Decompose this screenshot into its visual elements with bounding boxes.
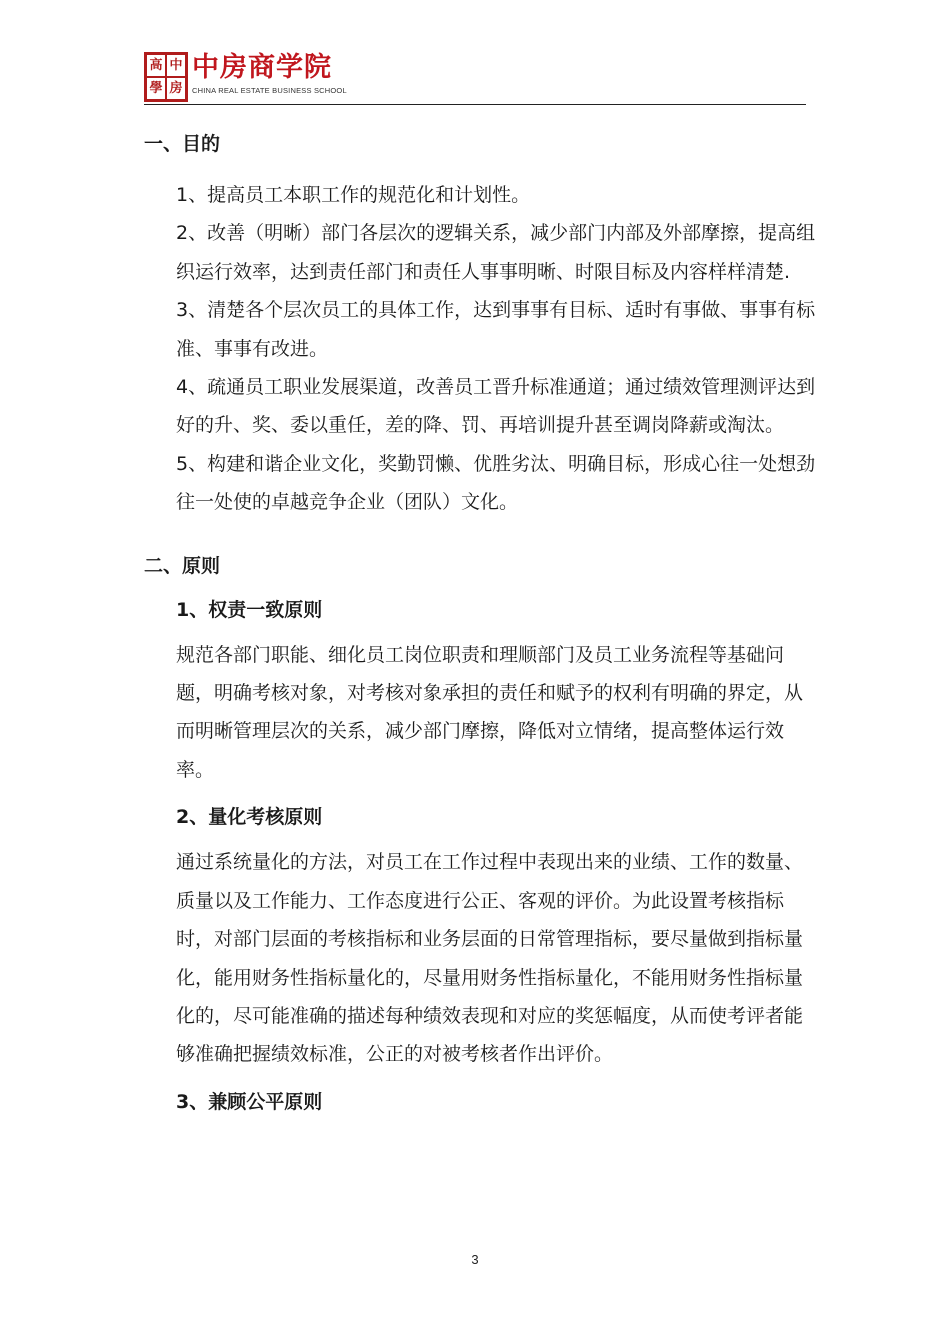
seal-char: 中: [167, 55, 185, 76]
list-item: 1、提高员工本职工作的规范化和计划性。: [176, 184, 531, 206]
page-number: 3: [471, 1252, 479, 1267]
section-heading: 二、原则: [144, 554, 221, 577]
school-name: 中房商学院: [192, 52, 332, 83]
list-item: 4、疏通员工职业发展渠道，改善员工晋升标准通道；通过绩效管理测评达到好的升、奖、委以重任，差的降、罚、再培训提升甚至调岗降薪或淘汰。: [176, 376, 816, 437]
seal-char: 房: [167, 78, 185, 99]
subsection-heading: 3、兼顾公平原则: [176, 1090, 323, 1113]
seal-char: 學: [147, 78, 165, 99]
school-seal-logo: [144, 52, 188, 102]
page-header: [144, 48, 806, 106]
list-item: 3、清楚各个层次员工的具体工作，达到事事有目标、适时有事做、事事有标准、事事有改进。: [176, 299, 816, 360]
school-name-en: CHINA REAL ESTATE BUSINESS SCHOOL: [192, 86, 347, 95]
paragraph: 通过系统量化的方法，对员工在工作过程中表现出来的业绩、工作的数量、质量以及工作能力、工作态度进行公正、客观的评价。为此设置考核指标时，对部门层面的考核指标和业务层面的日常管理指标，要尽量做到指标量化，能用财务性指标量化的，尽量用财务性指标量化，不能用财务性指标量化的，尽可能准确的描述每种绩效表现和对应的奖惩幅度，从而使考评者能够准确把握绩效标准，公正的对被考核者作出评价。: [176, 851, 804, 1066]
list-item: 2、改善（明晰）部门各层次的逻辑关系，减少部门内部及外部摩擦，提高组织运行效率，达到责任部门和责任人事事明晰、时限目标及内容样样清楚.: [176, 222, 816, 283]
section-heading: 一、目的: [144, 133, 221, 155]
header-divider: [144, 104, 806, 105]
document-body: [144, 124, 816, 1128]
subsection-heading: 2、量化考核原则: [176, 806, 323, 829]
subsection-heading: 1、权责一致原则: [176, 598, 323, 621]
paragraph: 规范各部门职能、细化员工岗位职责和理顺部门及员工业务流程等基础问题，明确考核对象，对考核对象承担的责任和赋予的权利有明确的界定，从而明晰管理层次的关系，减少部门摩擦，降低对立情绪，提高整体运行效率。: [176, 643, 804, 781]
seal-char: 高: [147, 55, 165, 76]
list-item: 5、构建和谐企业文化，奖勤罚懒、优胜劣汰、明确目标，形成心往一处想劲往一处使的卓越竞争企业（团队）文化。: [176, 452, 816, 514]
